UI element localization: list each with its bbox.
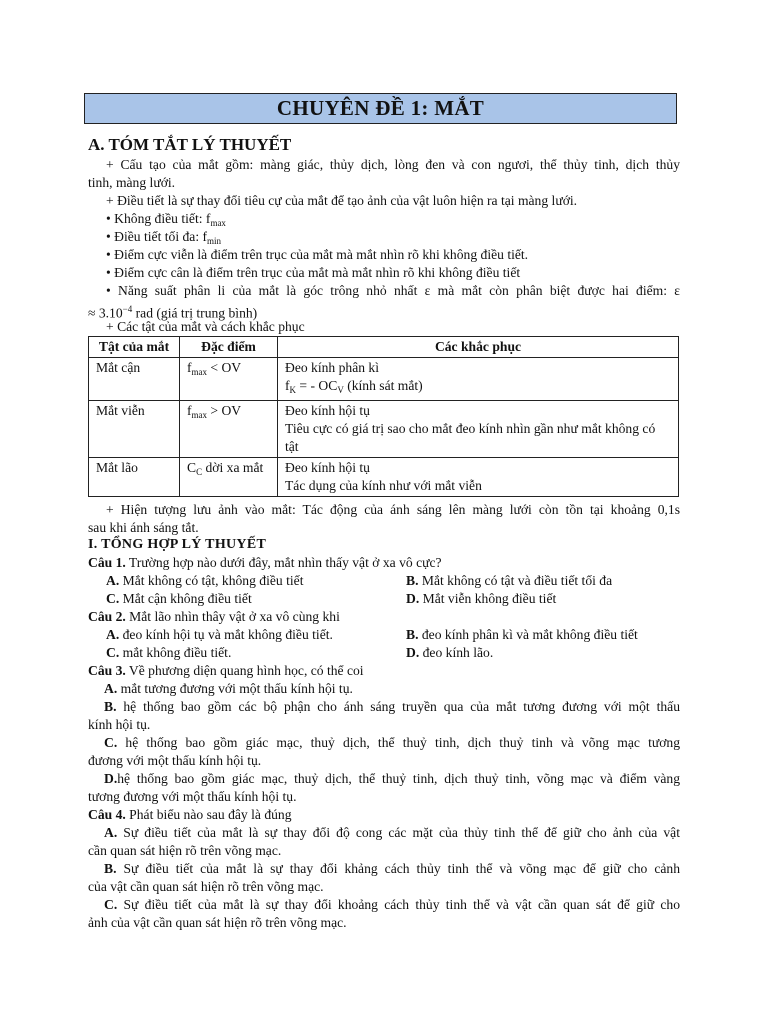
- table-header: Đặc điểm: [180, 337, 278, 358]
- theory-bullet-5: • Năng suất phân li của mắt là góc trông nhỏ nhất ε mà mắt còn phân biệt được hai điểm: ε: [106, 283, 680, 298]
- table-cell: Đeo kính hội tụ Tác dụng của kính như với mắt viễn: [278, 458, 679, 497]
- q4-option-a: A. Sự điều tiết của mắt là sự thay đổi độ cong các mặt của thủy tinh thể để giữ cho ảnh của vật: [104, 825, 680, 840]
- q2-option-b: B. đeo kính phân kì và mắt không điều tiết: [406, 627, 638, 642]
- q3-option-c-cont: đương với một thấu kính hội tụ.: [88, 753, 262, 768]
- section-i-heading: I. TỔNG HỢP LÝ THUYẾT: [88, 537, 267, 552]
- table-cell: Mắt viễn: [89, 401, 180, 458]
- section-a-heading: A. TÓM TẮT LÝ THUYẾT: [88, 135, 292, 154]
- table-cell: Mắt lão: [89, 458, 180, 497]
- table-cell: Đeo kính hội tụ Tiêu cực có giá trị sao cho mắt đeo kính nhìn gần như mắt không có tật: [278, 401, 679, 458]
- q3-option-b: B. hệ thống bao gồm các bộ phận cho ánh sáng truyền qua của mắt tương đương với một thấu: [104, 699, 680, 714]
- q1-option-a: A. Mắt không có tật, không điều tiết: [106, 573, 304, 588]
- table-header-row: [89, 337, 679, 358]
- theory-p1-cont: tinh, màng lưới.: [88, 175, 176, 190]
- q4-option-b: B. Sự điều tiết của mắt là sự thay đổi khảng cách thủy tinh thể và võng mạc để giữ cho cảnh: [104, 861, 680, 876]
- table-cell: $f_{max}$ > OV: [180, 401, 278, 458]
- table-header: Các khắc phục: [278, 337, 679, 358]
- table-row: [89, 401, 679, 458]
- theory-bullet-5-cont: ≈ $3.10^{-4}$ rad (giá trị trung bình): [88, 304, 258, 321]
- q1-option-c: C. Mắt cận không điều tiết: [106, 591, 252, 606]
- table-row: [89, 458, 679, 497]
- q4-option-c-cont: ảnh của vật cần quan sát hiện rõ trên võng mạc.: [88, 915, 347, 930]
- q4-option-b-cont: của vật cần quan sát hiện rõ trên võng mạc.: [88, 879, 324, 894]
- table-row: [89, 358, 679, 401]
- theory-bullet-1: • Không điều tiết: $f_{max}$: [106, 211, 226, 228]
- table-cell: $f_{max}$ < OV: [180, 358, 278, 401]
- q4-option-c: C. Sự điều tiết của mắt là sự thay đổi khoảng cách thủy tinh thể và vật cần quan sát để giữ cho: [104, 897, 680, 912]
- theory-bullet-2: • Điều tiết tối đa: $f_{min}$: [106, 229, 222, 246]
- q1-option-d: D. Mắt viễn không điều tiết: [406, 591, 557, 606]
- question-2: Câu 2. Mắt lão nhìn thây vật ở xa vô cùng khi: [88, 609, 340, 624]
- q3-option-d-cont: tương đương với một thấu kính hội tụ.: [88, 789, 297, 804]
- q2-option-c: C. mắt không điều tiết.: [106, 645, 232, 660]
- table-header: Tật của mắt: [89, 337, 180, 358]
- table-cell: $C_C$ dời xa mắt: [180, 458, 278, 497]
- q3-option-d: D.hệ thống bao gồm giác mạc, thuỷ dịch, thể thuỷ tinh, dịch thuỷ tinh, võng mạc và điểm vàng: [104, 771, 680, 786]
- question-4: Câu 4. Phát biểu nào sau đây là đúng: [88, 807, 292, 822]
- theory-p1: + Cấu tạo của mắt gồm: màng giác, thủy dịch, lòng đen và con ngươi, thể thủy tinh, dịch thủy: [106, 157, 680, 172]
- table-cell: Mắt cận: [89, 358, 180, 401]
- q1-option-b: B. Mắt không có tật và điều tiết tối đa: [406, 573, 613, 588]
- q2-option-d: D. đeo kính lão.: [406, 645, 494, 660]
- theory-p3: + Các tật của mắt và cách khắc phục: [106, 319, 305, 334]
- question-1: Câu 1. Trường hợp nào dưới đây, mắt nhìn thấy vật ở xa vô cực?: [88, 555, 442, 570]
- q3-option-b-cont: kính hội tụ.: [88, 717, 151, 732]
- theory-p2: + Điều tiết là sự thay đổi tiêu cự của mắt để tạo ảnh của vật luôn hiện ra tại màng lưới.: [106, 193, 578, 208]
- page-title: CHUYÊN ĐỀ 1: MẮT: [84, 93, 677, 124]
- q2-option-a: A. đeo kính hội tụ và mắt không điều tiết.: [106, 627, 333, 642]
- after-image-note-cont: sau khi ánh sáng tắt.: [88, 520, 199, 535]
- question-3: Câu 3. Về phương diện quang hình học, có thể coi: [88, 663, 364, 678]
- theory-bullet-3: • Điểm cực viễn là điểm trên trục của mắt mà mắt nhìn rõ khi không điều tiết.: [106, 247, 529, 262]
- table-cell: Đeo kính phân kì $f_K$ = - $OC_V$ (kính sát mắt): [278, 358, 679, 401]
- theory-bullet-4: • Điểm cực cân là điểm trên trục của mắt mà mắt nhìn rõ khi không điều tiết: [106, 265, 521, 280]
- eye-defects-table: [88, 336, 679, 497]
- q3-option-c: C. hệ thống bao gồm giác mạc, thuỷ dịch, thể thuỷ tinh, dịch thuỷ tinh và võng mạc tương: [104, 735, 680, 750]
- q3-option-a: A. mắt tương đương với một thấu kính hội tụ.: [104, 681, 353, 696]
- q4-option-a-cont: cần quan sát hiện rõ trên võng mạc.: [88, 843, 282, 858]
- after-image-note: + Hiện tượng lưu ảnh vào mắt: Tác động của ánh sáng lên màng lưới còn tồn tại khoảng 0,1s: [106, 502, 680, 517]
